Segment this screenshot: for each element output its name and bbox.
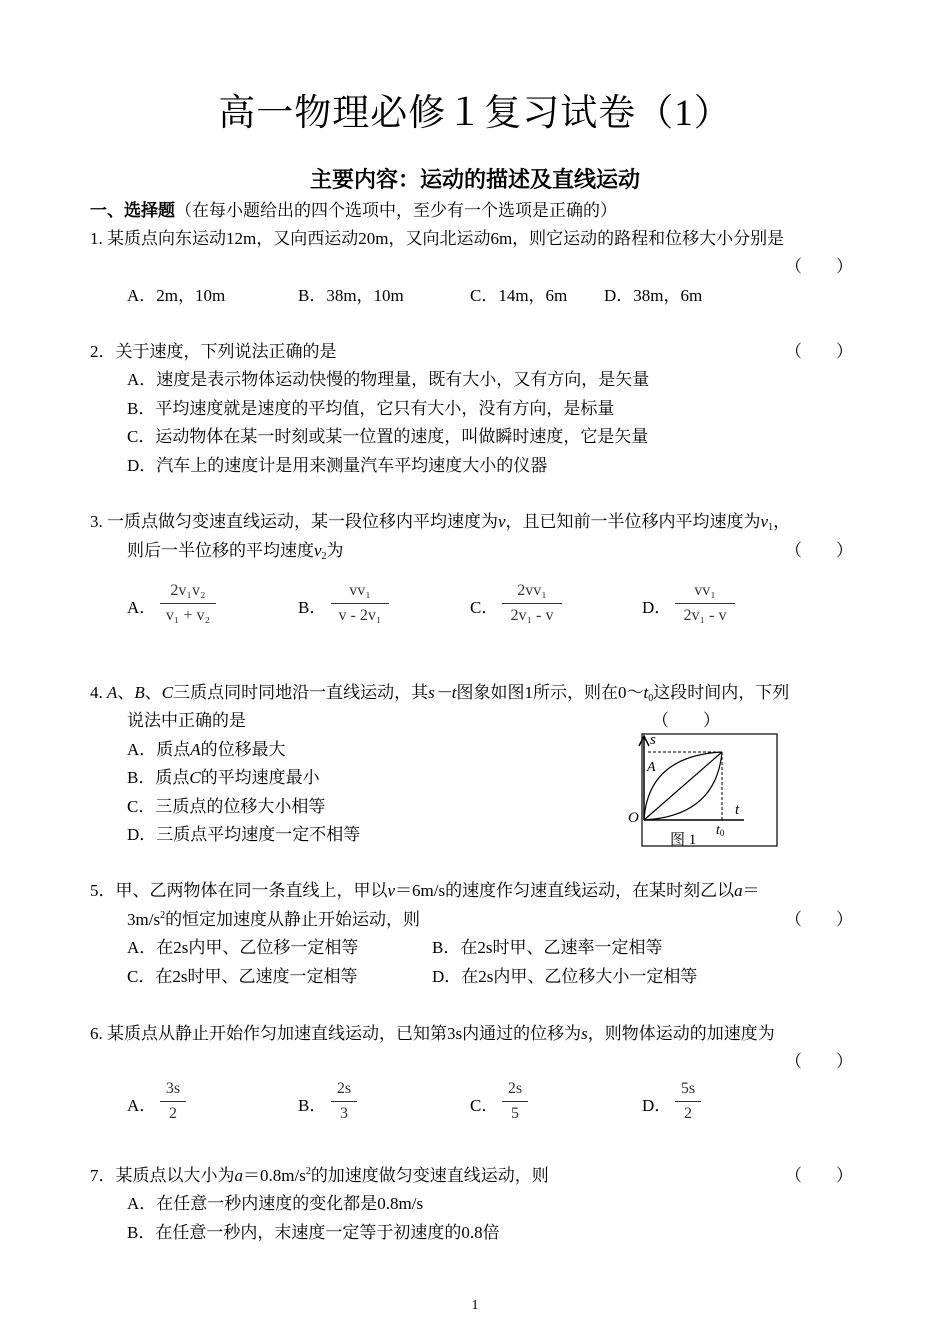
q4-answer-paren: （ ） — [652, 711, 720, 730]
fraction-bar — [675, 1101, 701, 1102]
label-t: t — [735, 802, 740, 818]
q5-stem-line2 — [127, 910, 420, 930]
fraction-denominator: 2 — [684, 1105, 692, 1122]
q3-option-a-fraction — [160, 582, 216, 625]
q6-option-a-fraction — [160, 1080, 186, 1123]
q6-option-b-label: B． — [298, 1096, 327, 1115]
q4-var: A — [107, 683, 118, 702]
q7-stem-part: 的加速度做匀变速直线运动，则 — [310, 1166, 549, 1185]
fraction-bar — [502, 1101, 528, 1102]
q3-stem-line2 — [127, 541, 344, 563]
q5-option-d: D．在2s内甲、乙位移大小一定相等 — [432, 967, 698, 986]
q1-option-b: B．38m，10m — [298, 286, 404, 305]
q3-stem-part: 3. 一质点做匀变速直线运动，某一段位移内平均速度为 — [90, 512, 498, 531]
q5-stem-part: ＝ — [742, 881, 760, 900]
q3-option-d-label: D． — [642, 598, 672, 617]
q3-option-c-label: C． — [470, 598, 499, 617]
section-note: （在每小题给出的四个选项中，至少有一个选项是正确的） — [175, 201, 617, 220]
fraction-bar — [331, 603, 389, 604]
fraction-numerator: 2s — [507, 1080, 523, 1097]
q7-stem-part: ＝0.8m/s — [243, 1166, 306, 1185]
q5-stem-part: ＝6m/s的速度作匀速直线运动，在某时刻乙以 — [395, 881, 735, 900]
q3-option-b-label: B． — [298, 598, 327, 617]
q7-stem-part: 7．某质点以大小为 — [90, 1166, 235, 1185]
q3-answer-paren: （ ） — [785, 541, 853, 560]
fraction-bar — [331, 1101, 357, 1102]
q3-stem-part: 则后一半位移的平均速度 — [127, 541, 314, 560]
q3-var-v1: v — [760, 512, 769, 531]
q3-var-v2: v — [314, 541, 322, 560]
q4-option-a — [127, 740, 286, 760]
q3-comma: ， — [773, 512, 791, 531]
q4-option-text: B．质点 — [127, 768, 190, 787]
q2-option-a: A．速度是表示物体运动快慢的物理量，既有大小，又有方向，是矢量 — [127, 370, 650, 389]
fraction-numerator: 3s — [165, 1080, 181, 1097]
q4-stem-part: 图象如图1所示，则在0～ — [456, 683, 644, 702]
q6-stem-part: 6. 某质点从静止开始作匀加速直线运动，已知第3s内通过的位移为 — [90, 1024, 582, 1043]
q3-option-c-fraction — [502, 582, 562, 625]
q5-stem-part: 的恒定加速度从静止开始运动，则 — [165, 910, 421, 929]
q4-var: C — [161, 683, 174, 702]
q6-var: s — [581, 1024, 588, 1043]
q2-option-c: C．运动物体在某一时刻或某一位置的速度，叫做瞬时速度，它是矢量 — [127, 427, 649, 446]
label-t0 — [716, 823, 725, 838]
q6-option-c-label: C． — [470, 1096, 499, 1115]
fraction-denominator: v - 2v₁ — [338, 607, 382, 624]
q1-stem: 1. 某质点向东运动12m，又向西运动20m，又向北运动6m，则它运动的路程和位移大小分别是 — [90, 229, 785, 248]
q1-option-d: D．38m，6m — [604, 286, 703, 305]
q6-answer-paren: （ ） — [785, 1052, 853, 1071]
q6-stem-part: ，则物体运动的加速度为 — [587, 1024, 775, 1043]
section-label: 一、选择题 — [90, 201, 175, 221]
q3-sub: 1 — [768, 522, 774, 533]
q4-option-b — [127, 768, 320, 788]
q3-sub: 2 — [321, 551, 327, 562]
q4-option-text: 的位移最大 — [200, 740, 286, 759]
label-t0-t: t — [716, 823, 720, 838]
q6-option-b-fraction — [331, 1080, 357, 1123]
q5-option-c: C．在2s时甲、乙速度一定相等 — [127, 967, 358, 986]
q6-option-c-fraction — [502, 1080, 528, 1123]
q7-answer-paren: （ ） — [785, 1166, 853, 1185]
q6-stem — [90, 1024, 775, 1044]
fraction-denominator: v₁ + v₂ — [165, 607, 211, 624]
q4-sub: 0 — [648, 693, 654, 704]
label-origin: O — [628, 810, 639, 826]
fraction-denominator: 2 — [169, 1105, 177, 1122]
q4-option-c: C．三质点的位移大小相等 — [127, 797, 326, 816]
q5-var: v — [387, 881, 396, 900]
q6-option-a-label: A． — [127, 1096, 157, 1115]
fraction-denominator: 3 — [340, 1105, 348, 1122]
q6-option-d-label: D． — [642, 1096, 672, 1115]
q5-stem — [90, 881, 760, 901]
q4-option-text: 的平均速度最小 — [200, 768, 320, 787]
fraction-bar — [502, 603, 562, 604]
fraction-numerator: 2v₁v₂ — [170, 582, 206, 599]
q7-option-b: B．在任意一秒内，末速度一定等于初速度的0.8倍 — [127, 1223, 500, 1242]
fraction-denominator: 2v₁ - v — [510, 607, 554, 624]
q4-option-d: D．三质点平均速度一定不相等 — [127, 825, 361, 844]
q3-stem — [90, 512, 790, 534]
q4-sep: 、 — [144, 683, 162, 702]
fraction-numerator: vv₁ — [349, 582, 371, 599]
q6-option-d-fraction — [675, 1080, 701, 1123]
q1-option-c: C．14m，6m — [470, 286, 568, 305]
q4-var: t — [643, 683, 649, 702]
q4-sep: 、 — [117, 683, 135, 702]
q3-option-a-label: A． — [127, 598, 157, 617]
q5-stem-part: 5．甲、乙两物体在同一条直线上，甲以 — [90, 881, 388, 900]
q7-option-a: A．在任意一秒内速度的变化都是0.8m/s — [127, 1194, 424, 1213]
q7-var: a — [234, 1166, 243, 1185]
q2-answer-paren: （ ） — [785, 342, 853, 361]
q3-var-v: v — [498, 512, 506, 531]
q4-stem-part: 三质点同时同地沿一直线运动，其 — [173, 683, 429, 702]
fraction-numerator: vv₁ — [694, 582, 716, 599]
q3-option-b-fraction — [331, 582, 389, 625]
q4-var: A — [190, 740, 201, 759]
q2-option-d: D．汽车上的速度计是用来测量汽车平均速度大小的仪器 — [127, 456, 548, 475]
q5-answer-paren: （ ） — [785, 910, 853, 929]
q5-var: a — [734, 881, 743, 900]
q1-answer-paren: （ ） — [785, 257, 853, 276]
q4-stem — [90, 683, 789, 705]
fraction-numerator: 2s — [336, 1080, 352, 1097]
q4-var: s－t — [428, 683, 457, 702]
q3-option-d-fraction — [675, 582, 735, 625]
q5-option-a: A．在2s内甲、乙位移一定相等 — [127, 938, 359, 957]
q4-option-text: A．质点 — [127, 740, 191, 759]
label-s: s — [650, 732, 656, 748]
fraction-bar — [160, 1101, 186, 1102]
q2-option-b: B．平均速度就是速度的平均值，它只有大小，没有方向，是标量 — [127, 399, 615, 418]
page-title: 高一物理必修１复习试卷（1） — [218, 93, 732, 134]
q1-option-a: A．2m，10m — [127, 286, 226, 305]
q3-stem-part: 为 — [326, 541, 344, 560]
fraction-denominator: 5 — [511, 1105, 519, 1122]
page-number: 1 — [471, 1298, 479, 1313]
figure-caption: 图 1 — [670, 832, 697, 848]
q3-stem-part: ，且已知前一半位移内平均速度为 — [505, 512, 761, 531]
page-subtitle: 主要内容：运动的描述及直线运动 — [309, 168, 640, 193]
label-t0-sub: 0 — [719, 828, 725, 838]
q5-stem-part: 3m/s — [127, 910, 161, 929]
q4-var: C — [189, 768, 201, 787]
fraction-bar — [160, 603, 216, 604]
q4-var: B — [134, 683, 145, 702]
q4-stem-line2: 说法中正确的是 — [127, 711, 246, 730]
q2-stem: 2．关于速度，下列说法正确的是 — [90, 342, 337, 361]
figure-1-st-graph — [628, 730, 783, 850]
fraction-denominator: 2v₁ - v — [683, 607, 727, 624]
section-header — [90, 201, 617, 222]
q4-stem-part: 这段时间内，下列 — [653, 683, 790, 702]
q7-sup: 2 — [305, 1166, 311, 1177]
q5-sup: 2 — [160, 910, 166, 921]
q7-stem — [90, 1166, 549, 1186]
q5-option-b: B．在2s时甲、乙速率一定相等 — [432, 938, 663, 957]
q4-stem-part: 4. — [90, 683, 107, 702]
fraction-numerator: 5s — [680, 1080, 696, 1097]
line-b — [644, 752, 722, 820]
fraction-bar — [675, 603, 735, 604]
label-a: A — [647, 760, 656, 775]
fraction-numerator: 2vv₁ — [517, 582, 547, 599]
